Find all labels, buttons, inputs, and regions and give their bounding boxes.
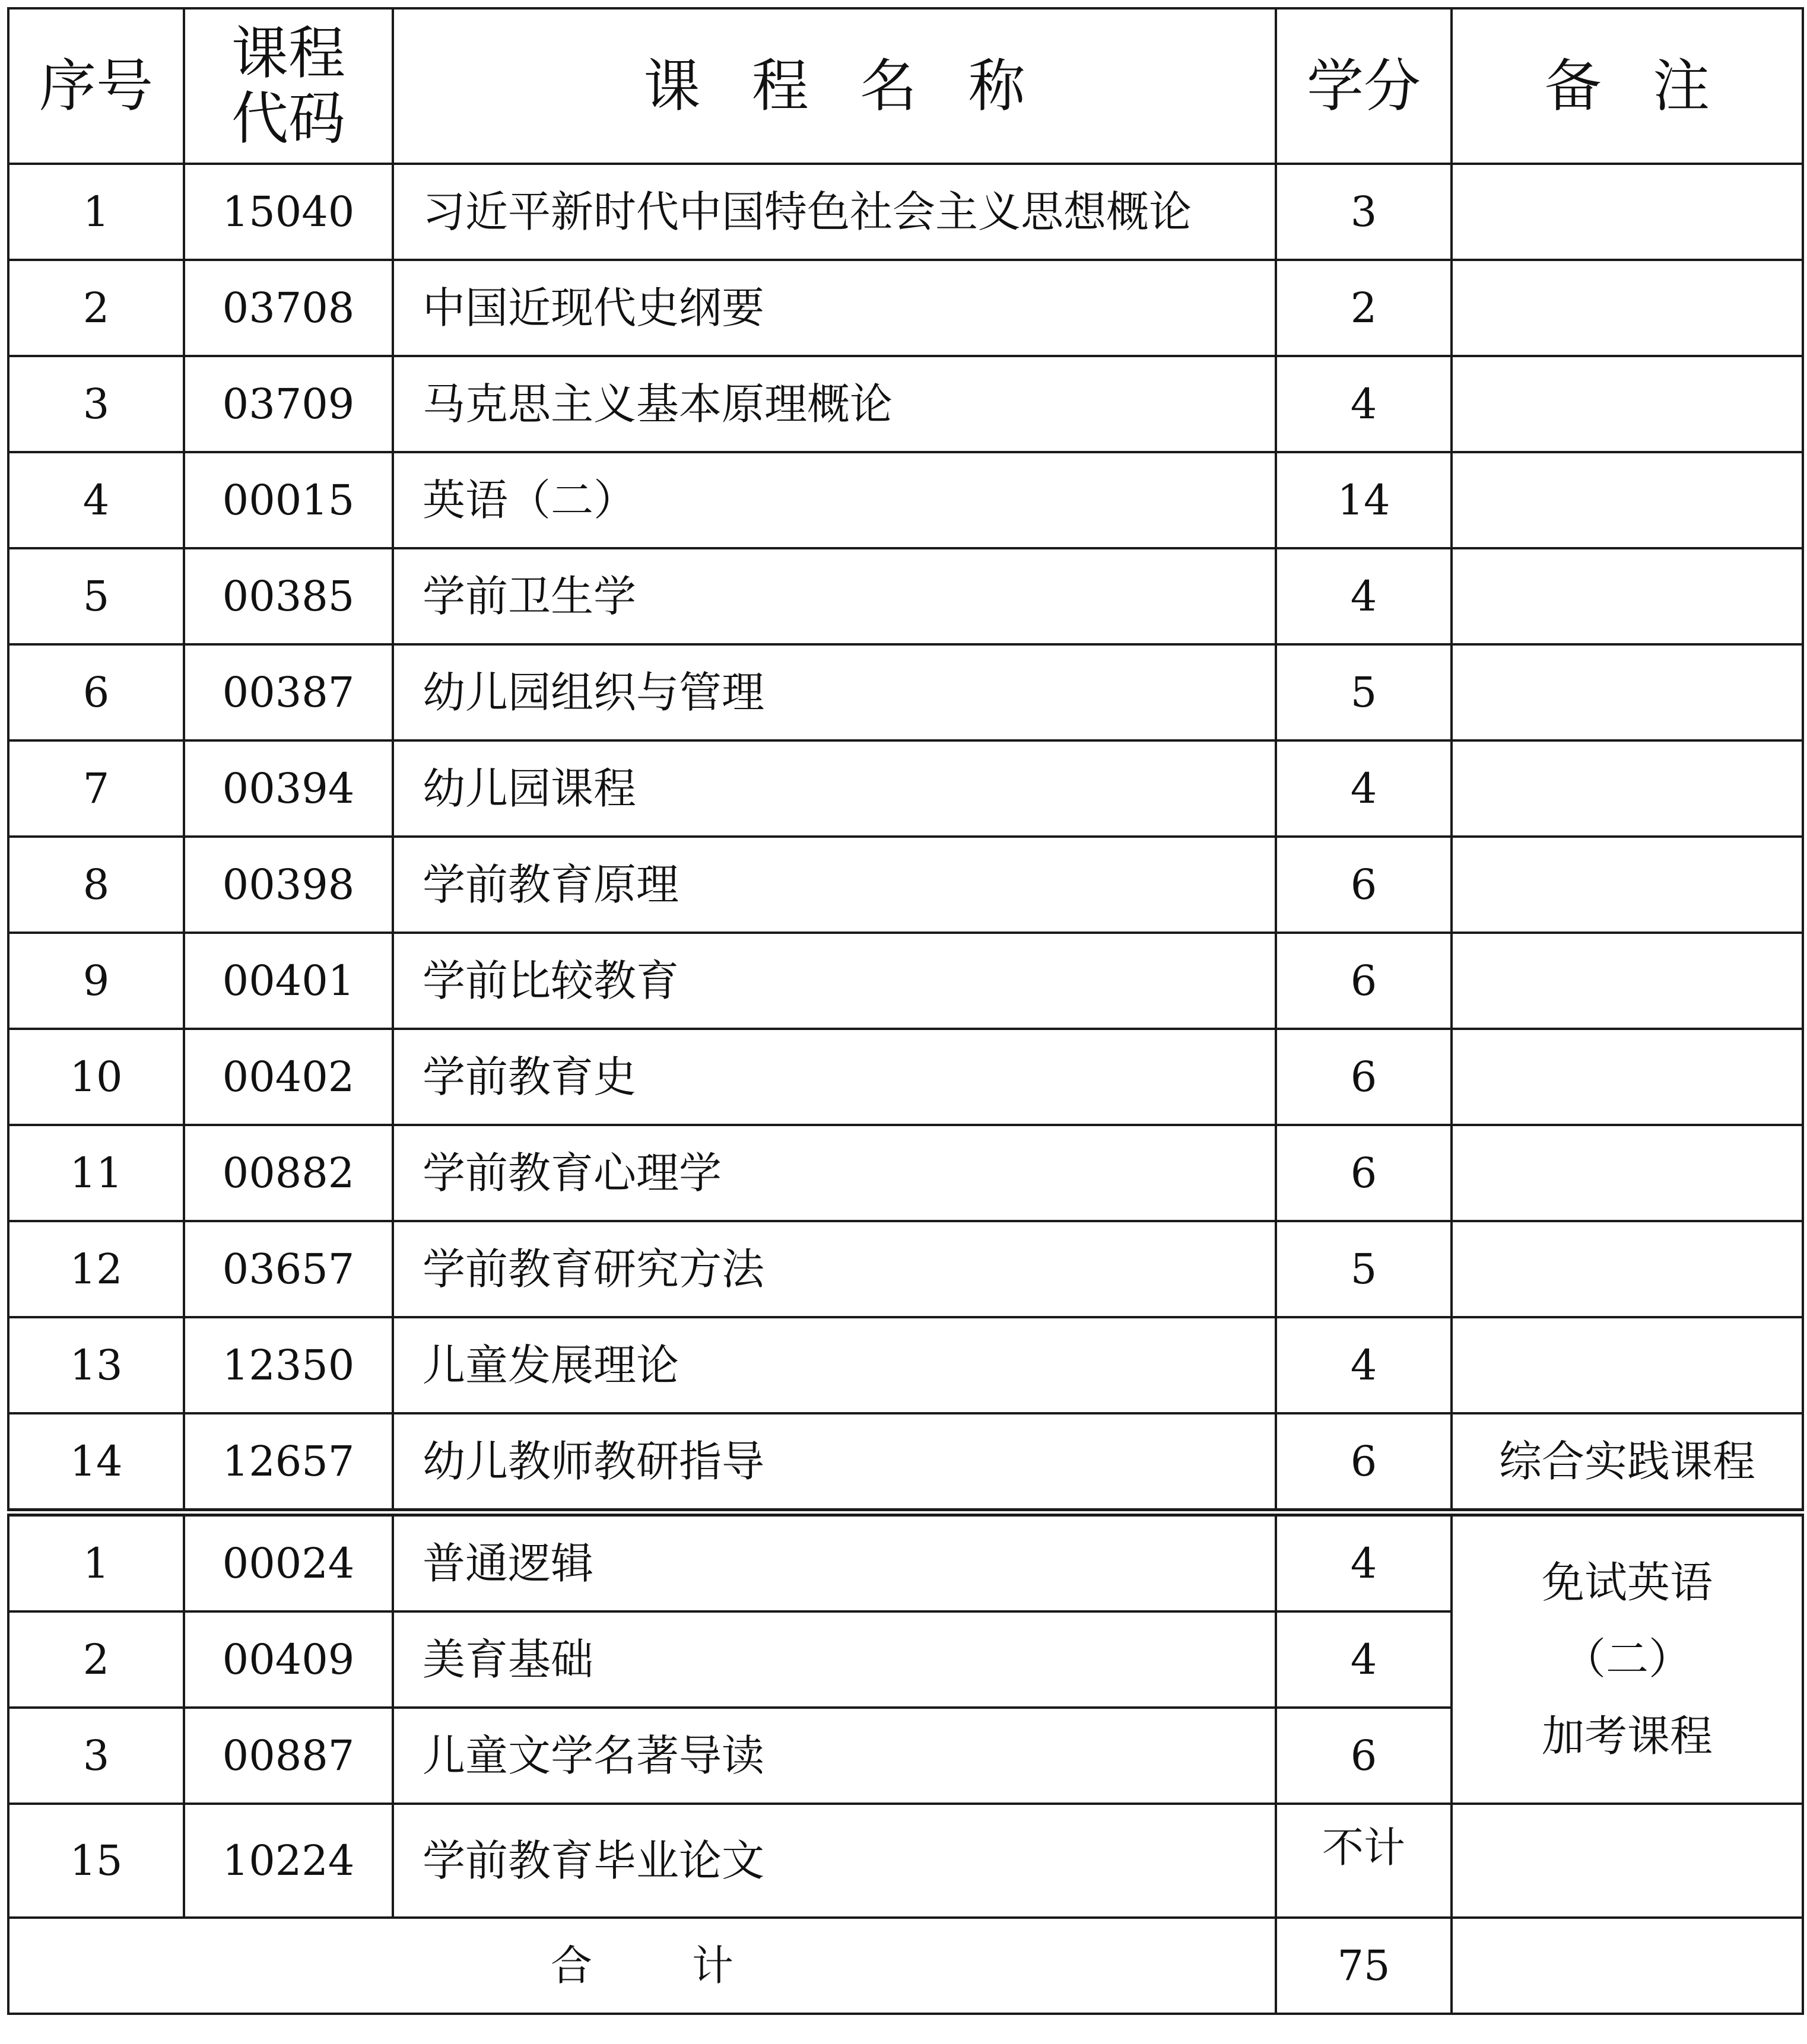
course-table (7, 7, 1804, 2015)
course-credit: 5 (1276, 1221, 1452, 1317)
course-remark (1452, 356, 1803, 452)
course-credit: 6 (1276, 837, 1452, 933)
course-credit: 不计 (1276, 1804, 1452, 1918)
course-seq: 5 (8, 548, 184, 644)
course-seq: 6 (8, 644, 184, 740)
course-seq: 10 (8, 1029, 184, 1125)
course-remark (1452, 548, 1803, 644)
table-row (8, 933, 1803, 1029)
exemption-remark-line1: 免试英语 (1541, 1557, 1713, 1607)
course-name: 英语（二） (393, 452, 1276, 548)
course-code: 00024 (184, 1512, 393, 1611)
course-seq: 14 (8, 1413, 184, 1512)
table-row (8, 452, 1803, 548)
total-credit: 75 (1276, 1918, 1452, 2014)
exemption-row (8, 1512, 1803, 1611)
table-row (8, 1317, 1803, 1413)
total-row (8, 1918, 1803, 2014)
course-code: 03708 (184, 260, 393, 356)
course-credit: 6 (1276, 1125, 1452, 1221)
table-row (8, 837, 1803, 933)
course-name: 美育基础 (393, 1611, 1276, 1708)
course-name: 儿童发展理论 (393, 1317, 1276, 1413)
course-credit: 4 (1276, 1317, 1452, 1413)
course-name: 学前教育史 (393, 1029, 1276, 1125)
total-remark (1452, 1918, 1803, 2014)
course-code: 12350 (184, 1317, 393, 1413)
course-name: 学前教育研究方法 (393, 1221, 1276, 1317)
course-code: 00409 (184, 1611, 393, 1708)
exemption-remark-line3: 加考课程 (1541, 1711, 1713, 1761)
header-credit: 学分 (1276, 8, 1452, 164)
course-credit: 6 (1276, 1708, 1452, 1804)
table-row (8, 1221, 1803, 1317)
exemption-remark-line2: （二） (1563, 1634, 1691, 1684)
total-label: 合计 (8, 1918, 1276, 2014)
course-name: 幼儿园课程 (393, 740, 1276, 837)
course-credit: 2 (1276, 260, 1452, 356)
exemption-remark (1452, 1512, 1803, 1804)
table-row (8, 1413, 1803, 1512)
course-remark (1452, 260, 1803, 356)
course-seq: 12 (8, 1221, 184, 1317)
header-code-line2: 代码 (231, 85, 345, 152)
course-seq: 11 (8, 1125, 184, 1221)
header-remark: 备注 (1452, 8, 1803, 164)
course-name: 学前比较教育 (393, 933, 1276, 1029)
course-remark (1452, 644, 1803, 740)
course-credit: 4 (1276, 1611, 1452, 1708)
course-remark (1452, 1029, 1803, 1125)
course-remark (1452, 1317, 1803, 1413)
course-name: 学前教育原理 (393, 837, 1276, 933)
course-credit: 4 (1276, 356, 1452, 452)
course-seq: 13 (8, 1317, 184, 1413)
course-code: 00385 (184, 548, 393, 644)
header-code (184, 8, 393, 164)
course-credit: 4 (1276, 1512, 1452, 1611)
header-code-line1: 课程 (231, 20, 345, 87)
course-remark (1452, 452, 1803, 548)
course-code: 10224 (184, 1804, 393, 1918)
course-seq: 7 (8, 740, 184, 837)
course-credit: 5 (1276, 644, 1452, 740)
table-row (8, 1125, 1803, 1221)
course-code: 00401 (184, 933, 393, 1029)
table-row (8, 1029, 1803, 1125)
course-name: 学前教育心理学 (393, 1125, 1276, 1221)
course-seq: 8 (8, 837, 184, 933)
course-seq: 1 (8, 1512, 184, 1611)
course-code: 00882 (184, 1125, 393, 1221)
course-code: 03657 (184, 1221, 393, 1317)
table-row (8, 356, 1803, 452)
course-code: 00402 (184, 1029, 393, 1125)
course-credit: 6 (1276, 1029, 1452, 1125)
course-remark (1452, 1125, 1803, 1221)
course-credit: 4 (1276, 740, 1452, 837)
course-seq: 3 (8, 1708, 184, 1804)
table-row (8, 548, 1803, 644)
course-seq: 9 (8, 933, 184, 1029)
course-code: 00394 (184, 740, 393, 837)
course-name: 普通逻辑 (393, 1512, 1276, 1611)
course-seq: 4 (8, 452, 184, 548)
course-credit: 6 (1276, 1413, 1452, 1512)
course-seq: 2 (8, 1611, 184, 1708)
course-code: 03709 (184, 356, 393, 452)
course-name: 马克思主义基本原理概论 (393, 356, 1276, 452)
course-remark: 综合实践课程 (1452, 1413, 1803, 1512)
course-code: 00887 (184, 1708, 393, 1804)
course-remark (1452, 1804, 1803, 1918)
course-credit: 14 (1276, 452, 1452, 548)
course-credit: 4 (1276, 548, 1452, 644)
course-name: 学前教育毕业论文 (393, 1804, 1276, 1918)
table-row (8, 164, 1803, 260)
course-seq: 1 (8, 164, 184, 260)
course-name: 幼儿园组织与管理 (393, 644, 1276, 740)
table-row (8, 740, 1803, 837)
course-seq: 3 (8, 356, 184, 452)
table-row (8, 644, 1803, 740)
course-name: 习近平新时代中国特色社会主义思想概论 (393, 164, 1276, 260)
course-seq: 15 (8, 1804, 184, 1918)
header-name: 课程名称 (393, 8, 1276, 164)
course-code: 15040 (184, 164, 393, 260)
course-remark (1452, 740, 1803, 837)
course-remark (1452, 933, 1803, 1029)
course-code: 00398 (184, 837, 393, 933)
course-remark (1452, 837, 1803, 933)
course-remark (1452, 164, 1803, 260)
course-credit: 6 (1276, 933, 1452, 1029)
course-name: 儿童文学名著导读 (393, 1708, 1276, 1804)
table-row (8, 260, 1803, 356)
header-row (8, 8, 1803, 164)
course-remark (1452, 1221, 1803, 1317)
course-name: 学前卫生学 (393, 548, 1276, 644)
course-name: 幼儿教师教研指导 (393, 1413, 1276, 1512)
course-seq: 2 (8, 260, 184, 356)
course-code: 12657 (184, 1413, 393, 1512)
course-credit: 3 (1276, 164, 1452, 260)
course-code: 00015 (184, 452, 393, 548)
course-code: 00387 (184, 644, 393, 740)
header-seq: 序号 (8, 8, 184, 164)
thesis-row (8, 1804, 1803, 1918)
course-name: 中国近现代史纲要 (393, 260, 1276, 356)
